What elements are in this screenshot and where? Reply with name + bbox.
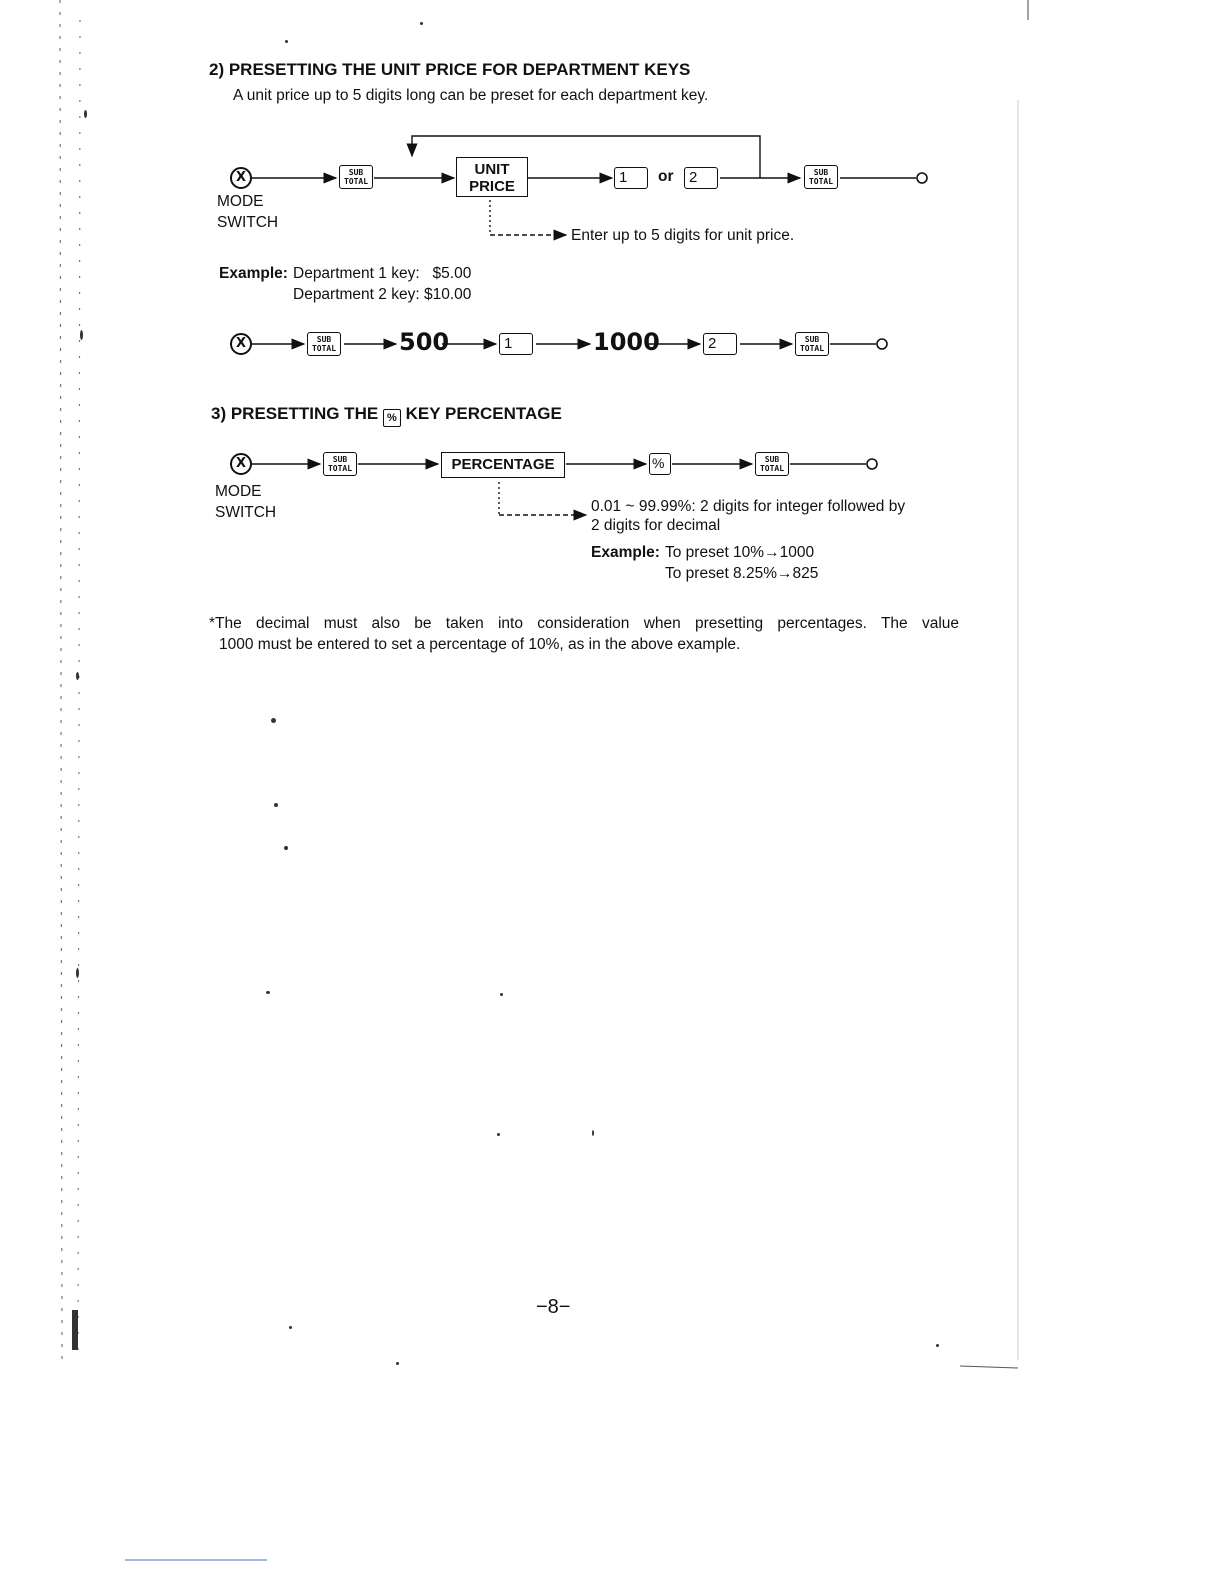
percent-key-icon: % bbox=[649, 453, 671, 475]
subtotal-bottom-text: TOTAL bbox=[799, 344, 825, 353]
section2-heading: 2) PRESETTING THE UNIT PRICE FOR DEPARTMENT KEYS bbox=[209, 60, 691, 79]
percentage-example-label: Example: bbox=[591, 544, 660, 561]
subtotal-top-text: SUB bbox=[316, 335, 332, 344]
subtotal-key-icon bbox=[339, 165, 373, 189]
mode-label: MODE bbox=[217, 193, 264, 210]
department-2-key-icon: 2 bbox=[684, 167, 718, 189]
subtotal-top-text: SUB bbox=[813, 168, 829, 177]
mode-switch-x-icon: X bbox=[230, 453, 252, 475]
percentage-note-line1: 0.01 ~ 99.99%: 2 digits for integer followed by bbox=[591, 498, 906, 515]
department-1-key-icon: 1 bbox=[499, 333, 533, 355]
subtotal-key-icon bbox=[307, 332, 341, 356]
subtotal-top-text: SUB bbox=[804, 335, 820, 344]
unit-price-line1: UNIT bbox=[474, 161, 510, 178]
unit-price-note: Enter up to 5 digits for unit price. bbox=[571, 227, 795, 244]
subtotal-bottom-text: TOTAL bbox=[311, 344, 337, 353]
switch-label: SWITCH bbox=[217, 214, 279, 231]
subtotal-top-text: SUB bbox=[348, 168, 364, 177]
unit-price-line2: PRICE bbox=[469, 178, 515, 195]
page-number: −8− bbox=[536, 1296, 571, 1318]
example-dept2: Department 2 key: $10.00 bbox=[293, 286, 472, 303]
department-1-key-icon: 1 bbox=[614, 167, 648, 189]
mode-switch-x-icon: X bbox=[230, 333, 252, 355]
footnote-line1: *The decimal must also be taken into consideration when presetting percentages. The value bbox=[209, 615, 959, 632]
percentage-example-line1: To preset 10%→1000 bbox=[665, 544, 815, 561]
subtotal-top-text: SUB bbox=[764, 455, 780, 464]
mode-label: MODE bbox=[215, 483, 262, 500]
footnote-line2: 1000 must be entered to set a percentage of 10%, as in the above example. bbox=[219, 636, 741, 653]
mode-switch-x-icon: X bbox=[230, 167, 252, 189]
example-dept1: Department 1 key: $5.00 bbox=[293, 265, 472, 282]
section3-heading-part1: 3) PRESETTING THE bbox=[211, 404, 379, 423]
sequence-value-500: 500 bbox=[399, 328, 450, 356]
subtotal-top-text: SUB bbox=[332, 455, 348, 464]
subtotal-bottom-text: TOTAL bbox=[808, 177, 834, 186]
department-2-key-icon: 2 bbox=[703, 333, 737, 355]
section3-heading-part2: KEY PERCENTAGE bbox=[405, 404, 562, 423]
section3-heading bbox=[211, 404, 562, 427]
percentage-example-line2: To preset 8.25%→825 bbox=[665, 565, 819, 582]
percentage-note-line2: 2 digits for decimal bbox=[591, 517, 721, 534]
percentage-box: PERCENTAGE bbox=[441, 452, 565, 478]
subtotal-bottom-text: TOTAL bbox=[327, 464, 353, 473]
subtotal-key-icon bbox=[323, 452, 357, 476]
percent-key-icon: % bbox=[383, 409, 401, 427]
or-text: or bbox=[658, 168, 674, 185]
switch-label: SWITCH bbox=[215, 504, 277, 521]
subtotal-key-icon bbox=[755, 452, 789, 476]
subtotal-bottom-text: TOTAL bbox=[343, 177, 369, 186]
example-label: Example: bbox=[219, 265, 288, 282]
subtotal-key-icon bbox=[795, 332, 829, 356]
subtotal-bottom-text: TOTAL bbox=[759, 464, 785, 473]
section2-intro: A unit price up to 5 digits long can be preset for each department key. bbox=[233, 87, 709, 104]
sequence-value-1000: 1000 bbox=[593, 328, 660, 356]
unit-price-box bbox=[456, 157, 528, 197]
subtotal-key-icon bbox=[804, 165, 838, 189]
